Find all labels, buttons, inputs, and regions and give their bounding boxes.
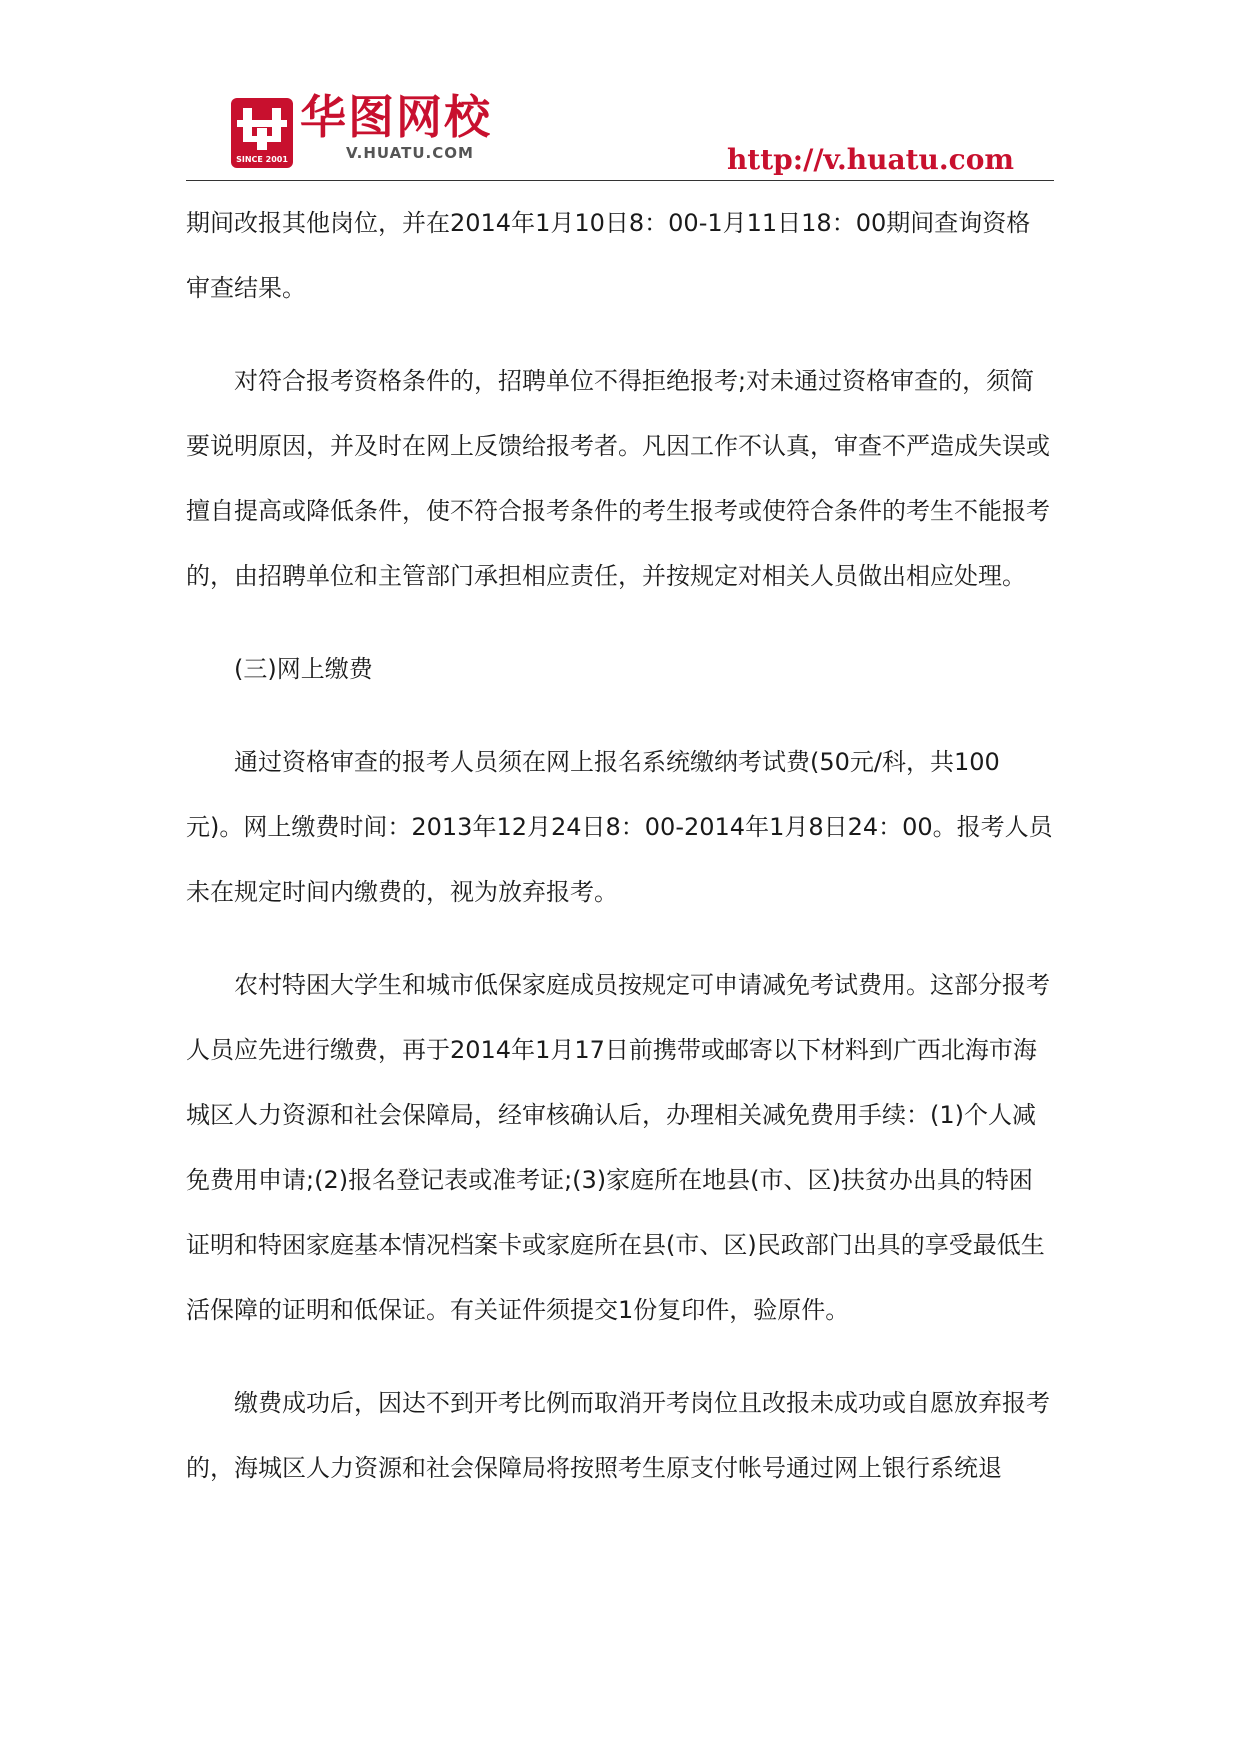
section-heading-online-payment: (三)网上缴费 bbox=[234, 655, 373, 683]
logo-domain: V.HUATU.COM bbox=[346, 144, 474, 162]
paragraph-fee-waiver: 农村特困大学生和城市低保家庭成员按规定可申请减免考试费用。这部分报考人员应先进行缴费，再于2014年1月17日前携带或邮寄以下材料到广西北海市海城区人力资源和社会保障局，经审核确认后，办理相关减免费用手续：(1)个人减免费用申请;(2)报名登记表或准考证;(3)家庭所在地县(市、区)扶贫办出具的特困证明和特困家庭基本情况档案卡或家庭所在县(市、区)民政部门出具的享受最低生活保障的证明和低保证。有关证件须提交1份复印件，验原件。 bbox=[186, 971, 1050, 1324]
paragraph-qualification-review: 对符合报考资格条件的，招聘单位不得拒绝报考;对未通过资格审查的，须简要说明原因，并及时在网上反馈给报考者。凡因工作不认真，审查不严造成失误或擅自提高或降低条件，使不符合报考条件的考生报考或使符合条件的考生不能报考的，由招聘单位和主管部门承担相应责任，并按规定对相关人员做出相应处理。 bbox=[186, 367, 1050, 590]
logo-badge-text: SINCE 2001 bbox=[236, 155, 288, 164]
document-body bbox=[186, 191, 1054, 1529]
huatu-logo-icon bbox=[231, 98, 293, 168]
site-url-link[interactable]: http://v.huatu.com bbox=[726, 143, 1014, 176]
header-divider bbox=[186, 180, 1054, 181]
page-header bbox=[186, 88, 1054, 182]
paragraph-continuation: 期间改报其他岗位，并在2014年1月10日8：00-1月11日18：00期间查询资格审查结果。 bbox=[186, 209, 1031, 302]
paragraph-refund: 缴费成功后，因达不到开考比例而取消开考岗位且改报未成功或自愿放弃报考的，海城区人力资源和社会保障局将按照考生原支付帐号通过网上银行系统退 bbox=[186, 1389, 1050, 1482]
paragraph-payment-fee: 通过资格审查的报考人员须在网上报名系统缴纳考试费(50元/科，共100元)。网上缴费时间：2013年12月24日8：00-2014年1月8日24：00。报考人员未在规定时间内缴费的，视为放弃报考。 bbox=[186, 748, 1053, 906]
logo-name: 华图网校 bbox=[300, 90, 492, 144]
